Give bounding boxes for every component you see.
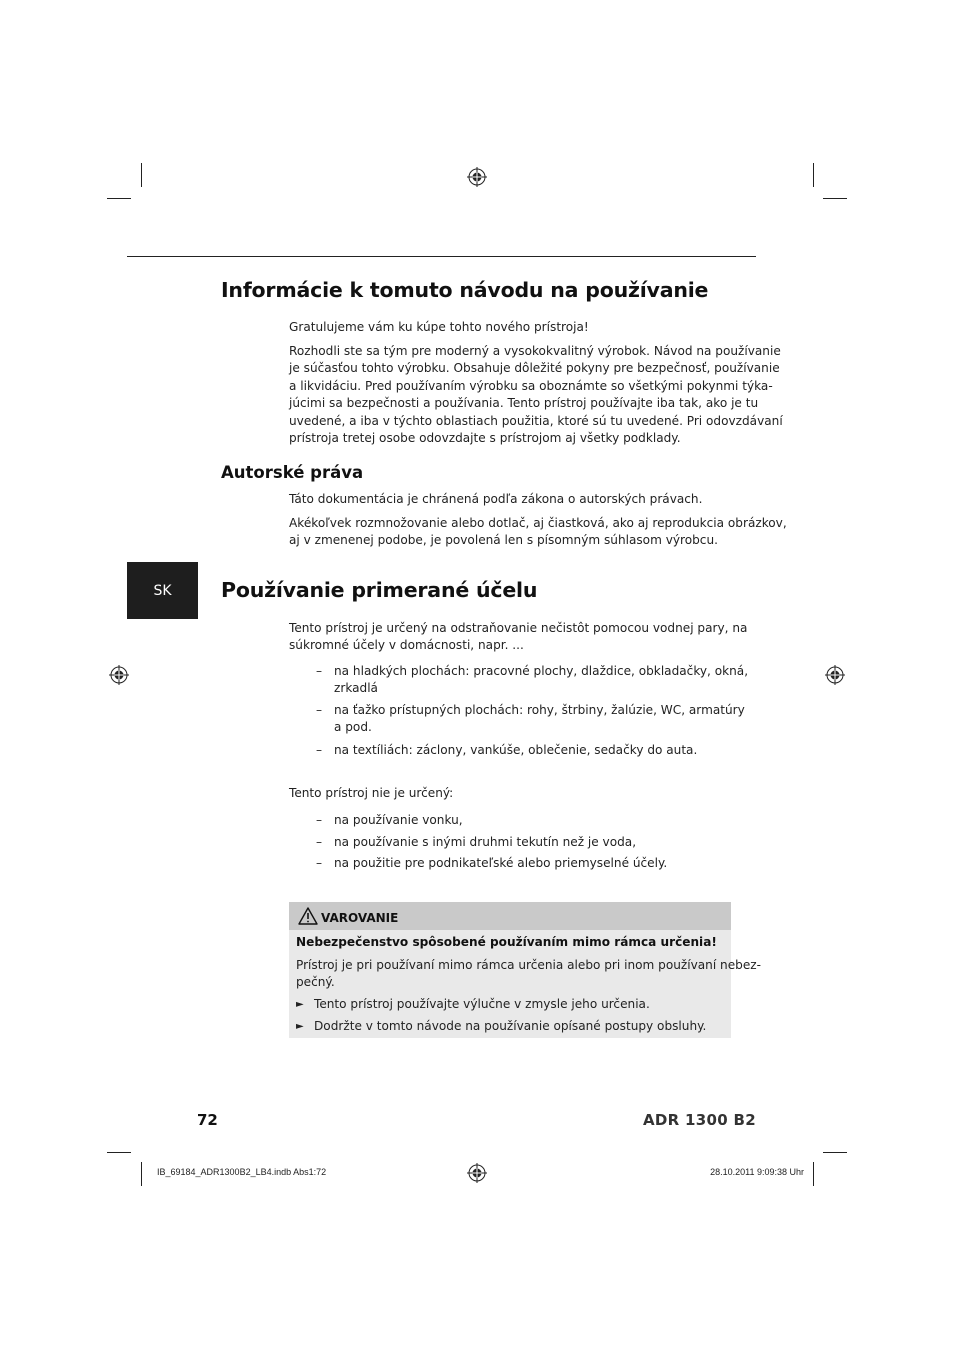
copyright-text (289, 491, 739, 508)
crop-mark (823, 1152, 847, 1153)
text-line: júcimi sa bezpečnosti a používania. Tento prístroj používajte iba tak, ako je tu (289, 396, 759, 411)
list-dash: – (316, 835, 323, 849)
text-line: Tento prístroj nie je určený: (289, 786, 454, 800)
text-line: na používanie s inými druhmi tekutín než je voda, (334, 835, 637, 849)
list-item (316, 855, 726, 873)
list-dash: – (316, 703, 323, 717)
crop-mark (107, 1152, 131, 1153)
header-rule (127, 256, 756, 257)
intro-paragraph (289, 343, 783, 447)
text-line: súkromné účely v domácnosti, napr. ... (289, 638, 524, 653)
list-item (316, 812, 726, 830)
text-line: je súčasťou tohto výrobku. Obsahuje dôležité pokyny pre bezpečnosť, používanie (289, 361, 780, 376)
list-item (316, 742, 726, 760)
list-dash: – (316, 856, 323, 870)
text-line: prístroja tretej osobe odovzdajte s prístrojom aj všetky podklady. (289, 431, 681, 446)
warning-body (296, 957, 761, 992)
text-line: Rozhodli ste sa tým pre moderný a vysokokvalitný výrobok. Návod na používanie (289, 344, 781, 358)
language-tab: SK (127, 562, 198, 619)
warning-header (289, 902, 731, 930)
section-title-intended-use: Používanie primerané účelu (221, 578, 538, 602)
text-line: aj v zmenenej podobe, je povolená len s písomným súhlasom výrobcu. (289, 533, 718, 548)
text-line: na hladkých plochách: pracovné plochy, dlaždice, obkladačky, okná, (334, 664, 749, 678)
list-item (316, 834, 726, 852)
print-slug-right: 28.10.2011 9:09:38 Uhr (710, 1167, 804, 1177)
list-item (316, 663, 749, 699)
crop-mark (107, 198, 131, 199)
text-line: Gratulujeme vám ku kúpe tohto nového prístroja! (289, 320, 589, 334)
page-number: 72 (197, 1111, 218, 1129)
registration-mark-icon (825, 665, 845, 685)
arrow-right-icon: ► (296, 1021, 304, 1032)
section-title-copyright: Autorské práva (221, 463, 364, 482)
not-intended-text (289, 785, 739, 802)
warning-triangle-icon (298, 907, 318, 925)
list-item (316, 702, 745, 738)
text-line: Akékoľvek rozmnožovanie alebo dotlač, aj čiastková, ako aj reprodukcia obrázkov, (289, 516, 787, 530)
arrow-right-icon: ► (296, 999, 304, 1010)
print-slug-left: IB_69184_ADR1300B2_LB4.indb Abs1:72 (157, 1167, 327, 1177)
text-line: na použitie pre podnikateľské alebo priemyselné účely. (334, 856, 668, 870)
warning-box (289, 902, 761, 1038)
text-line: Prístroj je pri používaní mimo rámca určenia alebo pri inom používaní nebez- (296, 958, 761, 972)
registration-mark-icon (467, 1163, 487, 1183)
text-line: uvedené, a iba v týchto oblastiach použitia, ktoré sú tu uvedené. Pri odovzdávaní (289, 413, 783, 428)
text-line: pečný. (296, 975, 335, 990)
list-dash: – (316, 813, 323, 827)
list-dash: – (316, 743, 323, 757)
section-title-info: Informácie k tomuto návodu na používanie (221, 278, 709, 302)
warning-label: VAROVANIE (321, 911, 399, 925)
greeting-text (289, 319, 739, 336)
text-line: Tento prístroj používajte výlučne v zmysle jeho určenia. (314, 997, 650, 1011)
crop-mark (141, 1162, 142, 1186)
text-line: na používanie vonku, (334, 813, 463, 827)
intended-use-intro (289, 620, 748, 655)
crop-mark (141, 163, 142, 187)
text-line: Táto dokumentácia je chránená podľa zákona o autorských právach. (289, 492, 703, 506)
model-name: ADR 1300 B2 (643, 1111, 756, 1129)
text-line: Tento prístroj je určený na odstraňovanie nečistôt pomocou vodnej pary, na (289, 621, 748, 635)
text-line: zrkadlá (334, 681, 378, 696)
text-line: na ťažko prístupných plochách: rohy, štrbiny, žalúzie, WC, armatúry (334, 703, 745, 717)
copyright-paragraph (289, 515, 787, 550)
crop-mark (813, 163, 814, 187)
text-line: Dodržte v tomto návode na používanie opísané postupy obsluhy. (314, 1019, 707, 1033)
registration-mark-icon (467, 167, 487, 187)
text-line: na textíliách: záclony, vankúše, oblečenie, sedačky do auta. (334, 743, 698, 757)
list-dash: – (316, 664, 323, 678)
warning-subtitle: Nebezpečenstvo spôsobené používaním mimo rámca určenia! (296, 935, 717, 949)
text-line: a pod. (334, 720, 372, 735)
crop-mark (823, 198, 847, 199)
text-line: a likvidáciu. Pred používaním výrobku sa oboznámte so všetkými pokynmi týka- (289, 378, 773, 393)
crop-mark (813, 1162, 814, 1186)
registration-mark-icon (109, 665, 129, 685)
